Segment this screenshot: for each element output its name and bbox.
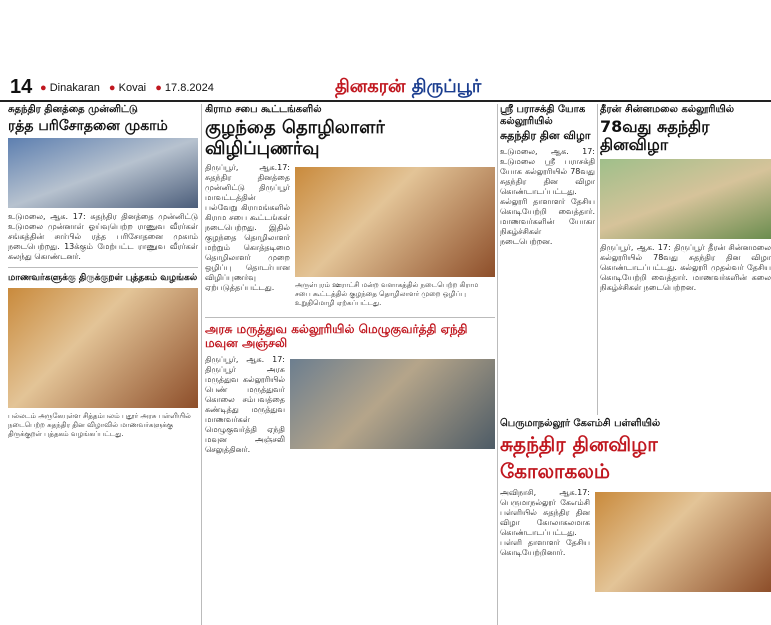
edition-date: 17.8.2024 bbox=[164, 82, 214, 94]
col4-photo bbox=[600, 159, 771, 239]
column-2 bbox=[205, 104, 495, 625]
col3-headline: சுதந்திர தின விழா bbox=[500, 129, 591, 142]
col3-kicker: ஸ்ரீ பராசக்தி யோக கல்லூரியில் bbox=[500, 104, 586, 127]
brand-red: தினகரன் bbox=[335, 76, 406, 97]
column-divider bbox=[597, 104, 598, 415]
col1-sub-headline: மாணவர்களுக்கு திருக்குறள் புத்தகம் வழங்கல் bbox=[8, 273, 198, 284]
bottom-photo bbox=[595, 492, 771, 592]
bottom-section bbox=[500, 418, 771, 596]
col2-sub-photo bbox=[290, 359, 495, 449]
col1-body: உடுமலை, ஆக. 17: சுதந்திர தினத்தை முன்னிட்டு உடுமலை முன்னாள் ஓய்வுபெற்ற ராணுவ வீரர்கள் சங்கத்தின் சார்பில் ரத்த பரிசோதனை முகாம் நடைபெற்றது. 13க்கும் மேற்பட்ட ராணுவ வீரர்கள் கலந்து கொண்டனர். bbox=[8, 212, 198, 262]
brand-blue: திருப்பூர் bbox=[411, 76, 482, 97]
column-3 bbox=[500, 104, 595, 415]
col2-sub-headline: அரசு மருத்துவ கல்லூரியில் மெழுகுவர்த்தி ஏந்தி மவுன அஞ்சலி bbox=[205, 322, 468, 351]
col4-kicker: தீரன் சின்னமலை கல்லூரியில் bbox=[600, 104, 735, 115]
column-1 bbox=[8, 104, 198, 625]
edition-name: Dinakaran bbox=[49, 82, 100, 94]
masthead bbox=[0, 76, 771, 102]
col2-photo-wrap bbox=[295, 163, 495, 312]
col1-headline: ரத்த பரிசோதனை முகாம் bbox=[8, 118, 168, 134]
top-whitespace bbox=[0, 0, 771, 72]
page-number: 14 bbox=[10, 76, 33, 98]
col1-sub-photo bbox=[8, 288, 198, 408]
col2-body-row bbox=[205, 163, 495, 312]
column-divider bbox=[497, 104, 498, 625]
col2-divider bbox=[205, 317, 495, 318]
col1-photo bbox=[8, 138, 198, 208]
bottom-headline: சுதந்திர தினவிழா கோலாகலம் bbox=[500, 432, 658, 483]
bottom-label: பெருமாநல்லூர் கேஎம்சி பள்ளியில் bbox=[500, 418, 661, 429]
col4-body: திருப்பூர், ஆக. 17: திருப்பூர் தீரன் சின்னமலை கல்லூரியில் 78வது சுதந்திர தின விழா கொண்டாடப்பட்டது. கல்லூரி முதல்வர் தேசிய கொடியேற்றி வைத்தார். மாணவர்களின் கலை நிகழ்ச்சிகள் நடைபெற்றன. bbox=[600, 242, 771, 292]
col1-kicker: சுதந்திர தினத்தை முன்னிட்டு bbox=[8, 104, 138, 115]
col2-body: திருப்பூர், ஆக.17: சுதந்திர தினத்தை முன்னிட்டு திருப்பூர் மாவட்டத்தின் பல்வேறு கிராமங்களில் கிராம சபை கூட்டங்கள் நடைபெற்றது. இதில் குழந்தை தொழிலாளர் மற்றும் கொத்தடிமை தொழிலாளர் முறை ஒழிப்பு தொடர்பான விழிப்புணர்வு ஏற்படுத்தப்பட்டது. bbox=[205, 163, 290, 293]
column-divider bbox=[201, 104, 202, 625]
col2-sub-body: திருப்பூர், ஆக. 17: திருப்பூர் அரசு மருத்துவ கல்லூரியில் பெண் மருத்துவர் கொலை சம்பவத்தை கண்டித்து மருத்துவ மாணவர்கள் மெழுகுவர்த்தி ஏந்தி மவுன அஞ்சலி செலுத்தினர். bbox=[205, 354, 285, 454]
bottom-row bbox=[500, 488, 771, 596]
col2-photo bbox=[295, 167, 495, 277]
col2-kicker: கிராம சபை கூட்டங்களில் bbox=[205, 104, 322, 115]
column-4 bbox=[600, 104, 771, 415]
bottom-body: அவிநாசி, ஆக.17: பெருமாநல்லூர் கேஎம்சி பள்ளியில் சுதந்திர தின விழா கோலாகலமாக கொண்டாடப்பட்டது. பள்ளி தாளாளர் தேசிய கொடியேற்றினார். bbox=[500, 488, 590, 557]
edition-location: Kovai bbox=[118, 82, 147, 94]
col4-headline: 78வது சுதந்திர தினவிழா bbox=[600, 117, 710, 155]
col3-body: உடுமலை, ஆக. 17: உடுமலை ஸ்ரீ பராசக்தி யோக கல்லூரியில் 78வது சுதந்திர தின விழா கொண்டாடப்பட்டது. கல்லூரி தாளாளர் தேசிய கொடியேற்றி வைத்தார். மாணவர்களின் யோகா நிகழ்ச்சிகள் நடைபெற்றன. bbox=[500, 146, 595, 246]
col2-sub-row bbox=[205, 355, 495, 455]
newspaper-logo bbox=[335, 76, 481, 99]
col1-divider bbox=[8, 267, 198, 268]
edition-meta: ● Dinakaran ● Kovai ● 17.8.2024 bbox=[40, 82, 214, 94]
col1-caption: பல்லடம் அருகேயுள்ள சித்தம்பலம் புதூர் அரசு பள்ளியில் நடைபெற்ற சுதந்திர தின விழாவில் மாணவர்களுக்கு திருக்குறள் புத்தகம் வழங்கப்பட்டது. bbox=[8, 412, 191, 439]
col2-caption: அருள்புரம் ஊராட்சி மன்ற வளாகத்தில் நடைபெற்ற கிராம சபை கூட்டத்தில் குழந்தை தொழிலாளர் முறை ஒழிப்பு உறுதிமொழி ஏற்கப்பட்டது. bbox=[295, 281, 479, 308]
col2-headline: குழந்தை தொழிலாளர் விழிப்புணர்வு bbox=[205, 117, 385, 159]
